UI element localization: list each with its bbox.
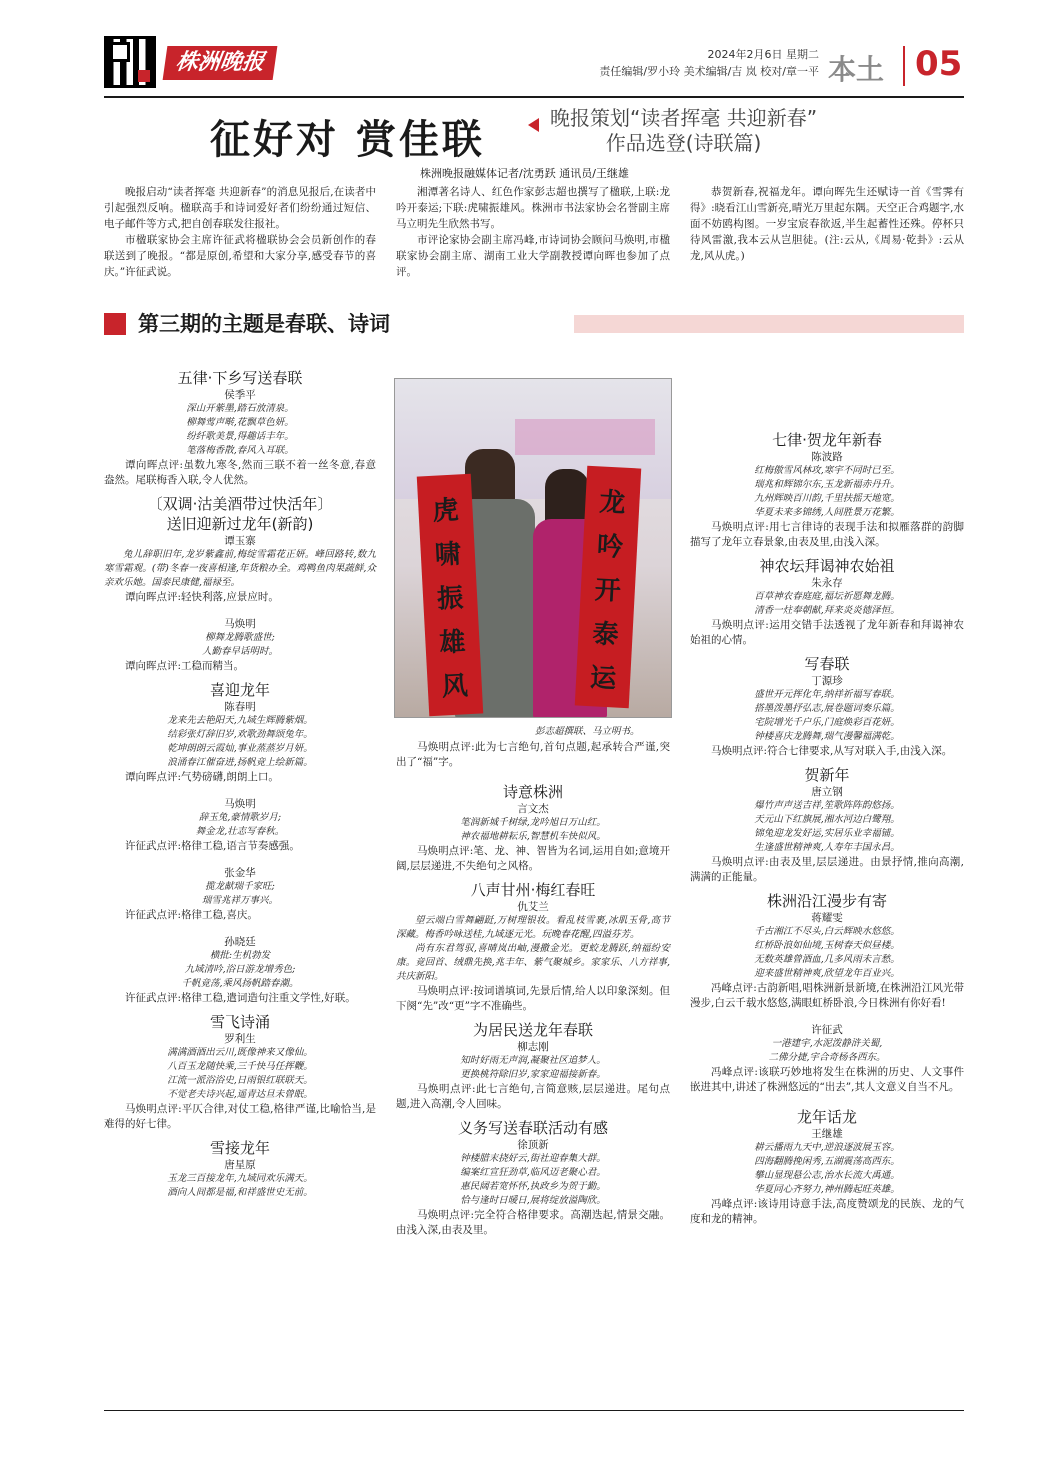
byline: 株洲晚报融媒体记者/沈勇跃 通讯员/王继雄: [420, 167, 629, 180]
poem-title: 诗意株洲: [502, 783, 563, 801]
poem-comment: 马焕明点评:此为七言绝句,首句点题,起承转合严谨,突出了“福”字。: [396, 741, 670, 768]
poem-line: 千帆竞荡,乘风扬帆踏春潮。: [181, 978, 299, 989]
poem-author: 马焕明: [224, 618, 256, 630]
poem-author: 丁源珍: [811, 675, 843, 687]
poem-text: 尚有东君驾驭,喜晴岚出岫,漫撒金光。更蛟龙腾跃,纳福纷安康。竞回首、绒鼎先换,兆丰年、紫气聚城乡。家家乐、八方祥事,共庆新阳。: [396, 943, 670, 982]
poem-line: 恰与逢时日暖日,展将绽放溢陶欣。: [460, 1195, 606, 1206]
banner-red-square: [104, 313, 126, 335]
poem-comment: 冯峰点评:该诗用诗意手法,高度赞颂龙的民族、龙的气度和龙的精神。: [690, 1198, 964, 1225]
poem-line: 华夏未来多锦绣,人间胜景万花繁。: [754, 507, 900, 518]
poem-line: 钟楼喜庆龙腾舞,瑞气漫馨福满乾。: [754, 731, 900, 742]
poem-comment: 许征武点评:格律工稳,喜庆。: [125, 909, 258, 921]
poems-column-middle: [396, 740, 670, 1238]
poem-line: 百草神农春庭庭,福坛祈愿舞龙腾。: [754, 591, 900, 602]
poem-line: 九州辉映百川韵,千里扶摇天地宽。: [754, 493, 900, 504]
poem-line: 清香一炷奉朝献,拜来炎炎德泽恒。: [754, 605, 900, 616]
intro-paragraph: 晚报启动“读者挥毫 共迎新春”的消息见报后,在读者中引起强烈反响。楹联高手和诗词爱好者们纷纷通过短信、电子邮件等方式,把自创春联发往报社。: [104, 186, 376, 230]
section-banner: [104, 311, 964, 337]
poem-title: 为居民送龙年春联: [472, 1021, 593, 1039]
poem-line: 龙来先去艳阳天,九域生辉腾紫烟。: [167, 715, 313, 726]
poem-comment: 马焕明点评:符合七律要求,从写对联入手,由浅入深。: [711, 745, 953, 757]
poem-line: 结彩张灯辞旧岁,欢歌劲舞颂兔年。: [167, 729, 313, 740]
couplet-photo: [394, 378, 672, 718]
triangle-marker-icon: [528, 118, 539, 132]
poem-comment: 谭向晖点评:虽数九寒冬,然而三联不着一丝冬意,春意盎然。尾联梅香入联,令人优然。: [104, 459, 376, 486]
poem-title: 八声甘州·梅红春旺: [470, 881, 596, 899]
poem-title: 株洲沿江漫步有寄: [766, 892, 887, 910]
poem-comment: 马焕明点评:运用交错手法透视了龙年新春和拜谒神农始祖的心情。: [690, 619, 964, 646]
poem-line: 柳舞莺声啭,花飘草色妍。: [186, 417, 294, 428]
poem-comment: 马焕明点评:笔、龙、神、智皆为名词,运用自如;意境开阔,层层递进,不失绝句之风格。: [396, 845, 670, 872]
poem-line: 横批:生机勃发: [209, 950, 271, 961]
qr-code: [104, 36, 156, 88]
poem-title: 七律·贺龙年新春: [772, 431, 882, 449]
intro-paragraph: 恭贺新春,祝福龙年。谭向晖先生还赋诗一首《雪霁有得》:晓看江山雪新亮,晴光万里起东隅。天空正合鸡题字,水面不妨鸥构图。一岁宝宸春欲返,半生起蓄性还殊。停杯只待风雷激,我本云从岂胆徒。(注:云从,《周易·乾卦》:云从龙,风从虎。): [690, 186, 964, 262]
sub-headline: [550, 106, 817, 156]
header-rule: [104, 96, 964, 98]
poem-line: 瑞兆和辉锦尔东,玉龙新福赤丹升。: [754, 479, 900, 490]
poem-line: 天元山下红旗展,湘水河边白鹭翔。: [754, 814, 900, 825]
poem-line: 锦兔迎龙发好运,实居乐业幸福铺。: [754, 828, 900, 839]
poem-line: 笔润新城千树绿,龙吟旭日万山红。: [460, 817, 606, 828]
poem-comment: 马焕明点评:完全符合格律要求。高潮迭起,情景交融。由浅入深,由表及里。: [396, 1209, 670, 1236]
poem-line: 爆竹声声送吉祥,笙歌阵阵韵悠扬。: [754, 800, 900, 811]
intro-column-3: [690, 184, 964, 264]
poem-author: 徐顶新: [517, 1139, 549, 1151]
photo-sign: [515, 419, 655, 455]
header-divider: [903, 46, 905, 86]
poem-line: 乾坤朗朗云霞灿,事业蒸蒸岁月妍。: [167, 743, 313, 754]
poem-line: 知时好雨无声润,凝聚社区追梦人。: [460, 1055, 606, 1066]
poem-title: 雪飞诗涌: [209, 1013, 270, 1031]
poem-comment: 马焕明点评:此七言绝句,言简意赅,层层递进。尾句点题,进入高潮,令人回味。: [396, 1083, 670, 1110]
poem-comment: 冯峰点评:古韵新唱,唱株洲新景新境,在株洲沿江风光带漫步,白云千载水悠悠,满眼虹桥卧浪,今日株洲有你好看!: [690, 982, 964, 1009]
poem-author: 蒋耀雯: [811, 912, 843, 924]
poem-text: 兔儿辞职旧年,龙岁紫鑫前,梅绽雪霜花正妍。峰回路转,数九寒雪霜观。(带)冬春一夜喜相逢,年货粮办全。鸡鸭鱼肉果蔬鲜,众亲欢乐她。国泰民康健,福禄至。: [104, 549, 376, 588]
editor-credits: 责任编辑/罗小玲 美术编辑/吉 岚 校对/章一平: [599, 65, 819, 78]
poem-line: 耕云播雨九天中,逆浪逐波展玉容。: [754, 1142, 900, 1153]
poem-title: 义务写送春联活动有感: [457, 1119, 608, 1137]
section-name: 本土: [828, 53, 885, 86]
issue-date: 2024年2月6日 星期二: [707, 48, 819, 61]
poem-line: 八百玉龙随快乘,三千快马任挥鞭。: [167, 1061, 313, 1072]
poem-line: 盛世开元挥化年,纳祥祈福写春联。: [754, 689, 900, 700]
poem-title: 贺新年: [804, 766, 850, 784]
poem-line: 无数英雄曾酒血,几多风雨未言愁。: [754, 954, 900, 965]
poem-author: 王继雄: [811, 1128, 843, 1140]
poem-line: 纷纤歌美景,得趣话丰年。: [186, 431, 294, 442]
poem-author: 侯季平: [224, 389, 256, 401]
page-number: 05: [915, 44, 963, 84]
red-couplet-scroll-left: 虎 啸 振 雄 风: [417, 474, 483, 716]
poem-title: 龙年话龙: [796, 1108, 857, 1126]
poem-line: 红桥卧浪如仙境,玉树春天似昼楼。: [754, 940, 900, 951]
poem-title: 〔双调·沽美酒带过快活年〕: [147, 495, 333, 513]
intro-column-1: [104, 184, 376, 280]
poem-comment: 马焕明点评:用七言律诗的表现手法和拟雁落群的韵脚描写了龙年立春景象,由表及里,由浅入深。: [690, 521, 964, 548]
poem-author: 罗利生: [224, 1033, 256, 1045]
poem-line: 不觉老夫诗兴起,遥青达旦未曾眠。: [167, 1089, 313, 1100]
poems-column-left: [104, 362, 376, 1200]
person-head-right: [545, 469, 589, 525]
sub-headline-line-1: 晚报策划“读者挥毫 共迎新春”: [550, 106, 818, 130]
red-couplet-scroll-right: 龙 吟 开 泰 运: [575, 466, 641, 708]
poem-author: 谭玉寨: [224, 535, 256, 547]
poem-line: 神农福地耕耘乐,智慧机车快似风。: [460, 831, 606, 842]
poem-author: 唐立钢: [811, 786, 843, 798]
poem-line: 钟楼腊末挠好云,街社迎春集大群。: [460, 1153, 606, 1164]
poem-line: 惠民阔若宽怀怀,执政乡为贺于勤。: [460, 1181, 606, 1192]
poem-line: 编案红宣狂劲草,临风迈老聚心君。: [460, 1167, 606, 1178]
poem-line: 宅院增光千户乐,门庭焕彩百花妍。: [754, 717, 900, 728]
poem-line: 四海翻腾挽闲秀,五湖震荡高西东。: [754, 1156, 900, 1167]
banner-text: 第三期的主题是春联、诗词: [138, 312, 390, 336]
poem-author: 许征武: [811, 1024, 843, 1036]
poem-author: 唐星原: [224, 1159, 256, 1171]
poem-comment: 马焕明点评:由表及里,层层递进。由景抒情,推向高潮,满满的正能量。: [690, 856, 964, 883]
poem-line: 人勤春早话明时。: [201, 646, 278, 657]
poem-comment: 谭向晖点评:气势磅礴,朗朗上口。: [125, 771, 279, 783]
poem-line: 玉龙三百接龙年,九域同欢乐满天。: [167, 1173, 313, 1184]
poem-author: 仇艾兰: [517, 901, 549, 913]
header-meta: [599, 46, 819, 80]
poem-line: 揽龙献瑞千家旺;: [205, 881, 275, 892]
poem-line: 红梅傲雪风林攻,寒宇不同时已至。: [754, 465, 900, 476]
poem-line: 迎来盛世精神爽,欣望龙年百业兴。: [754, 968, 900, 979]
poem-line: 深山开紫墨,踏石放清泉。: [186, 403, 294, 414]
footer-rule: [104, 1410, 964, 1411]
poem-line: 瑞雪兆祥万事兴。: [201, 895, 278, 906]
newspaper-logo: 株洲晚报: [163, 46, 278, 80]
poem-comment: 谭向晖点评:轻快利落,应景应时。: [125, 591, 279, 603]
poem-line: 笔落梅香散,春风入耳联。: [186, 445, 294, 456]
poem-author: 柳志刚: [517, 1041, 549, 1053]
banner-pink-strip: [574, 315, 964, 333]
poem-line: 酒向人间都是福,和祥盛世史无前。: [167, 1187, 313, 1198]
poem-author: 马焕明: [224, 798, 256, 810]
poem-author: 张金华: [224, 867, 256, 879]
poem-line: 二佛分捷,宇合奇杨各西东。: [768, 1052, 886, 1063]
intro-paragraph: 湘潭著名诗人、红色作家彭志超也撰写了楹联,上联:龙吟开泰运;下联:虎啸振雄风。株洲市书法家协会名誉副主席马立明先生欣然书写。: [396, 186, 670, 230]
poem-title: 神农坛拜谒神农始祖: [759, 557, 895, 575]
intro-column-2: [396, 184, 670, 280]
poem-text: 望云端白雪舞翩跹,万树理银妆。看乱枝雪裹,冰肌玉骨,高节深藏。梅香吟咏送桂,九域逐元光。玩晚春花醒,四溢芬芳。: [396, 915, 670, 940]
poem-line: 搭墨泼墨抒弘志,展卷题词奏乐篇。: [754, 703, 900, 714]
poem-line: 生逢盛世精神爽,人寿年丰国永昌。: [754, 842, 900, 853]
poem-line: 江流一派浴浴史,日雨银红联联天。: [167, 1075, 313, 1086]
poem-comment: 许征武点评:格律工稳,语言节奏感强。: [125, 840, 300, 852]
photo-caption: 彭志超撰联、马立明书。: [535, 726, 640, 737]
intro-paragraph: 市评论家协会副主席冯峰,市诗词协会顾问马焕明,市楹联家协会副主席、湖南工业大学副教授谭向晖也参加了点评。: [396, 234, 670, 278]
poems-column-right: [690, 424, 964, 1227]
poem-line: 攀山显现悬公志,治水长流大禹通。: [754, 1170, 900, 1181]
poem-comment: 马焕明点评:平仄合律,对仗工稳,格律严谨,比喻恰当,是难得的好七律。: [104, 1103, 376, 1130]
main-headline: 征好对 赏佳联: [210, 117, 485, 163]
poem-author: 陈波路: [811, 451, 843, 463]
poem-title: 送旧迎新过龙年(新韵): [166, 515, 314, 533]
poem-line: 柳舞龙腾歌盛世;: [205, 632, 275, 643]
sub-headline-line-2: 作品选登(诗联篇): [605, 131, 762, 155]
poem-title: 雪接龙年: [209, 1139, 270, 1157]
poem-author: 陈春明: [224, 701, 256, 713]
poem-comment: 许征武点评:格律工稳,遣词造句注重文学性,好联。: [125, 992, 356, 1004]
poem-author: 言文杰: [517, 803, 549, 815]
poem-line: 满满酒酒出云川,既像神来又像仙。: [167, 1047, 313, 1058]
poem-line: 辞玉兔,豪情歌岁月;: [198, 812, 282, 823]
poem-comment: 冯峰点评:该联巧妙地将发生在株洲的历史、人文事件嵌进其中,讲述了株洲悠远的“出去”,其人文意义自当不凡。: [690, 1066, 964, 1093]
poem-author: 孙晓廷: [224, 936, 256, 948]
poem-title: 五律·下乡写送春联: [177, 369, 303, 387]
poem-title: 喜迎龙年: [209, 681, 270, 699]
poem-comment: 谭向晖点评:工稳而精当。: [125, 660, 245, 672]
poem-line: 千古湘江不尽头,白云辉映水悠悠。: [754, 926, 900, 937]
poem-comment: 马焕明点评:按词谱填词,先景后情,给人以印象深刻。但下阕“先”改“更”字不准确些。: [396, 985, 670, 1012]
poem-line: 更换桃符除旧岁,家家迎福接新春。: [460, 1069, 606, 1080]
poem-line: 九域清吟,浴日游龙增秀色;: [184, 964, 296, 975]
poem-author: 朱永存: [811, 577, 843, 589]
intro-paragraph: 市楹联家协会主席许征武将楹联协会会员新创作的春联送到了晚报。“都是原创,希望和大家分享,感受春节的喜庆。”许征武说。: [104, 234, 376, 278]
poem-line: 浪涌春江催奋进,扬帆竞上绘新篇。: [167, 757, 313, 768]
poem-line: 一港建宇,水泥泼静浒关蜀,: [771, 1038, 883, 1049]
poem-line: 华夏同心齐努力,神州腾起旺英雄。: [754, 1184, 900, 1195]
poem-line: 舞金龙,壮志写春秋。: [195, 826, 285, 837]
poem-title: 写春联: [804, 655, 850, 673]
